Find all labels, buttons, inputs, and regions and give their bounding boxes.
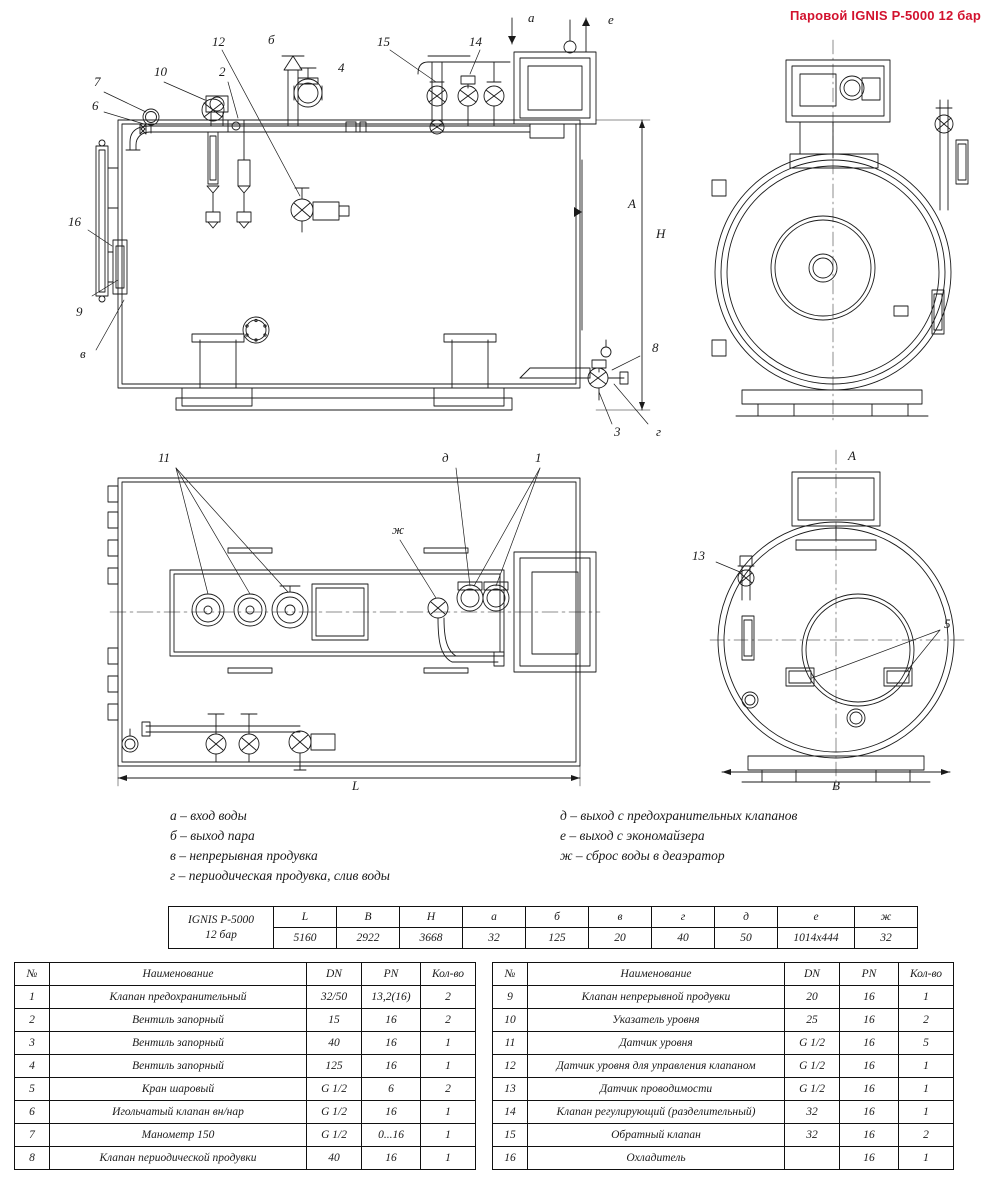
cell-name: Клапан периодической продувки — [50, 1147, 307, 1170]
cell-name: Вентиль запорный — [50, 1055, 307, 1078]
cell-qty: 1 — [899, 1055, 954, 1078]
cell-pn: 16 — [362, 1032, 421, 1055]
callout-d: д — [442, 450, 449, 465]
table-row — [493, 1032, 954, 1055]
cell-pn: 16 — [840, 1101, 899, 1124]
legend-column-right — [560, 806, 797, 866]
cell-pn: 16 — [840, 1032, 899, 1055]
header-name: Наименование — [528, 963, 785, 986]
legend-item-v: в – непрерывная продувка — [170, 848, 318, 863]
callout-A-side: А — [628, 196, 636, 211]
cell-qty: 1 — [421, 1055, 476, 1078]
cell-pn: 16 — [840, 1055, 899, 1078]
callout-4: 4 — [338, 60, 345, 75]
cell-qty: 1 — [899, 1101, 954, 1124]
table-row — [493, 1124, 954, 1147]
table-row — [493, 1055, 954, 1078]
cell-pn: 16 — [362, 1009, 421, 1032]
cell-no: 2 — [15, 1009, 50, 1032]
callout-8: 8 — [652, 340, 659, 355]
callout-g: г — [656, 424, 662, 439]
cell-name: Обратный клапан — [528, 1124, 785, 1147]
legend-item-e: е – выход с экономайзера — [560, 828, 705, 843]
dimension-table-value-row — [169, 928, 918, 949]
dim-value-v: 20 — [589, 928, 652, 949]
dim-header-H: H — [400, 907, 463, 928]
callout-L: L — [352, 778, 360, 793]
cell-name: Клапан непрерывной продувки — [528, 986, 785, 1009]
cell-no: 11 — [493, 1032, 528, 1055]
cell-no: 1 — [15, 986, 50, 1009]
legend-column-left — [170, 806, 390, 886]
cell-no: 4 — [15, 1055, 50, 1078]
dim-value-d: 50 — [715, 928, 778, 949]
table-row — [15, 1124, 476, 1147]
cell-name: Манометр 150 — [50, 1124, 307, 1147]
table-row — [15, 986, 476, 1009]
dim-header-b: б — [526, 907, 589, 928]
callout-3: 3 — [614, 424, 621, 439]
page-title: Паровой IGNIS P-5000 12 бар — [789, 8, 981, 23]
table-header-row — [15, 963, 476, 986]
dim-value-e: 1014х444 — [778, 928, 855, 949]
cell-name: Вентиль запорный — [50, 1009, 307, 1032]
cell-qty: 1 — [421, 1147, 476, 1170]
cell-dn: 40 — [307, 1032, 362, 1055]
cell-pn: 13,2(16) — [362, 986, 421, 1009]
cell-name: Клапан предохранительный — [50, 986, 307, 1009]
cell-pn: 16 — [840, 1009, 899, 1032]
callout-1: 1 — [535, 450, 542, 465]
cell-pn: 0...16 — [362, 1124, 421, 1147]
dim-value-H: 3668 — [400, 928, 463, 949]
table-row — [15, 1032, 476, 1055]
cell-qty: 1 — [421, 1124, 476, 1147]
cell-no: 13 — [493, 1078, 528, 1101]
cell-name: Датчик уровня для управления клапаном — [528, 1055, 785, 1078]
callout-v: в — [80, 346, 86, 361]
cell-dn: 20 — [785, 986, 840, 1009]
cell-pn: 16 — [362, 1055, 421, 1078]
cell-qty: 1 — [899, 1078, 954, 1101]
cell-pn: 16 — [840, 1147, 899, 1170]
cell-pn: 16 — [840, 1124, 899, 1147]
cell-dn: 15 — [307, 1009, 362, 1032]
dim-header-a: а — [463, 907, 526, 928]
callout-11: 11 — [158, 450, 171, 465]
cell-dn: 32 — [785, 1124, 840, 1147]
cell-qty: 2 — [899, 1009, 954, 1032]
cell-no: 9 — [493, 986, 528, 1009]
header-no: № — [15, 963, 50, 986]
legend-item-zh: ж – сброс воды в деаэратор — [560, 848, 725, 863]
cell-name: Датчик проводимости — [528, 1078, 785, 1101]
cell-no: 7 — [15, 1124, 50, 1147]
cell-dn: G 1/2 — [785, 1032, 840, 1055]
callout-16: 16 — [68, 214, 81, 229]
cell-name: Клапан регулирующий (разделительный) — [528, 1101, 785, 1124]
dim-header-e: е — [778, 907, 855, 928]
cell-no: 15 — [493, 1124, 528, 1147]
callout-e: е — [608, 12, 614, 27]
cell-no: 10 — [493, 1009, 528, 1032]
cell-no: 16 — [493, 1147, 528, 1170]
cell-dn: 32/50 — [307, 986, 362, 1009]
cell-pn: 6 — [362, 1078, 421, 1101]
dim-header-g: г — [652, 907, 715, 928]
callout-a: а — [528, 10, 535, 25]
cell-qty: 2 — [421, 986, 476, 1009]
callout-12: 12 — [212, 34, 225, 49]
callout-9: 9 — [76, 304, 83, 319]
cell-no: 6 — [15, 1101, 50, 1124]
cell-qty: 1 — [421, 1032, 476, 1055]
table-row — [493, 1078, 954, 1101]
cell-qty: 2 — [899, 1124, 954, 1147]
table-row — [493, 1101, 954, 1124]
table-row — [15, 1078, 476, 1101]
callout-5: 5 — [944, 616, 951, 631]
table-header-row — [493, 963, 954, 986]
side-view — [96, 18, 650, 410]
dim-value-L: 5160 — [274, 928, 337, 949]
dim-value-zh: 32 — [855, 928, 918, 949]
parts-table-right — [492, 962, 954, 1170]
header-dn: DN — [785, 963, 840, 986]
header-pn: PN — [840, 963, 899, 986]
callout-B: В — [832, 778, 840, 793]
cell-dn: G 1/2 — [307, 1124, 362, 1147]
dimension-table — [168, 906, 918, 949]
dimension-model-line2: 12 бар — [205, 928, 237, 941]
legend-item-d: д – выход с предохранительных клапанов — [560, 808, 798, 823]
callout-6: 6 — [92, 98, 99, 113]
cell-name: Кран шаровый — [50, 1078, 307, 1101]
callout-b: б — [268, 32, 275, 47]
cell-no: 3 — [15, 1032, 50, 1055]
callout-2: 2 — [219, 64, 226, 79]
callout-14: 14 — [469, 34, 482, 49]
header-no: № — [493, 963, 528, 986]
table-row — [493, 1009, 954, 1032]
callout-7: 7 — [94, 74, 101, 89]
table-row — [493, 1147, 954, 1170]
cell-qty: 1 — [899, 986, 954, 1009]
dimension-model-cell — [169, 907, 274, 949]
header-qty: Кол-во — [899, 963, 954, 986]
cell-dn: G 1/2 — [307, 1078, 362, 1101]
cell-pn: 16 — [362, 1101, 421, 1124]
cell-dn: 125 — [307, 1055, 362, 1078]
top-view — [108, 478, 600, 786]
parts-table-left — [14, 962, 476, 1170]
cell-name: Датчик уровня — [528, 1032, 785, 1055]
cell-no: 12 — [493, 1055, 528, 1078]
cell-name: Игольчатый клапан вн/нар — [50, 1101, 307, 1124]
table-row — [15, 1101, 476, 1124]
table-row — [15, 1147, 476, 1170]
cell-qty: 1 — [899, 1147, 954, 1170]
cell-no: 8 — [15, 1147, 50, 1170]
cell-dn — [785, 1147, 840, 1170]
dim-value-g: 40 — [652, 928, 715, 949]
header-pn: PN — [362, 963, 421, 986]
header-dn: DN — [307, 963, 362, 986]
cell-no: 5 — [15, 1078, 50, 1101]
dim-value-B: 2922 — [337, 928, 400, 949]
cell-no: 14 — [493, 1101, 528, 1124]
dim-value-a: 32 — [463, 928, 526, 949]
cell-pn: 16 — [840, 1078, 899, 1101]
cell-qty: 1 — [421, 1101, 476, 1124]
legend-item-b: б – выход пара — [170, 828, 255, 843]
callout-zh: ж — [392, 522, 405, 537]
legend-item-g: г – периодическая продувка, слив воды — [170, 868, 390, 883]
dimension-table-header-row — [169, 907, 918, 928]
front-view — [712, 40, 968, 420]
legend-item-a: а – вход воды — [170, 808, 247, 823]
cell-name: Охладитель — [528, 1147, 785, 1170]
cell-dn: 40 — [307, 1147, 362, 1170]
dim-header-zh: ж — [855, 907, 918, 928]
header-name: Наименование — [50, 963, 307, 986]
dim-header-d: д — [715, 907, 778, 928]
header-qty: Кол-во — [421, 963, 476, 986]
cell-pn: 16 — [362, 1147, 421, 1170]
callout-10: 10 — [154, 64, 167, 79]
cell-name: Вентиль запорный — [50, 1032, 307, 1055]
cell-name: Указатель уровня — [528, 1009, 785, 1032]
cell-dn: 32 — [785, 1101, 840, 1124]
cell-qty: 5 — [899, 1032, 954, 1055]
rear-view — [710, 450, 966, 790]
callout-13: 13 — [692, 548, 705, 563]
callout-A-rear: А — [848, 448, 856, 463]
cell-dn: G 1/2 — [785, 1055, 840, 1078]
cell-qty: 2 — [421, 1009, 476, 1032]
cell-dn: G 1/2 — [785, 1078, 840, 1101]
table-row — [493, 986, 954, 1009]
table-row — [15, 1055, 476, 1078]
dim-header-B: B — [337, 907, 400, 928]
dim-header-L: L — [274, 907, 337, 928]
cell-pn: 16 — [840, 986, 899, 1009]
table-row — [15, 1009, 476, 1032]
cell-dn: G 1/2 — [307, 1101, 362, 1124]
dim-header-v: в — [589, 907, 652, 928]
dim-value-b: 125 — [526, 928, 589, 949]
cell-qty: 2 — [421, 1078, 476, 1101]
cell-dn: 25 — [785, 1009, 840, 1032]
dimension-model-line1: IGNIS P-5000 — [187, 913, 255, 926]
callout-H: Н — [656, 226, 666, 241]
callout-15: 15 — [377, 34, 390, 49]
